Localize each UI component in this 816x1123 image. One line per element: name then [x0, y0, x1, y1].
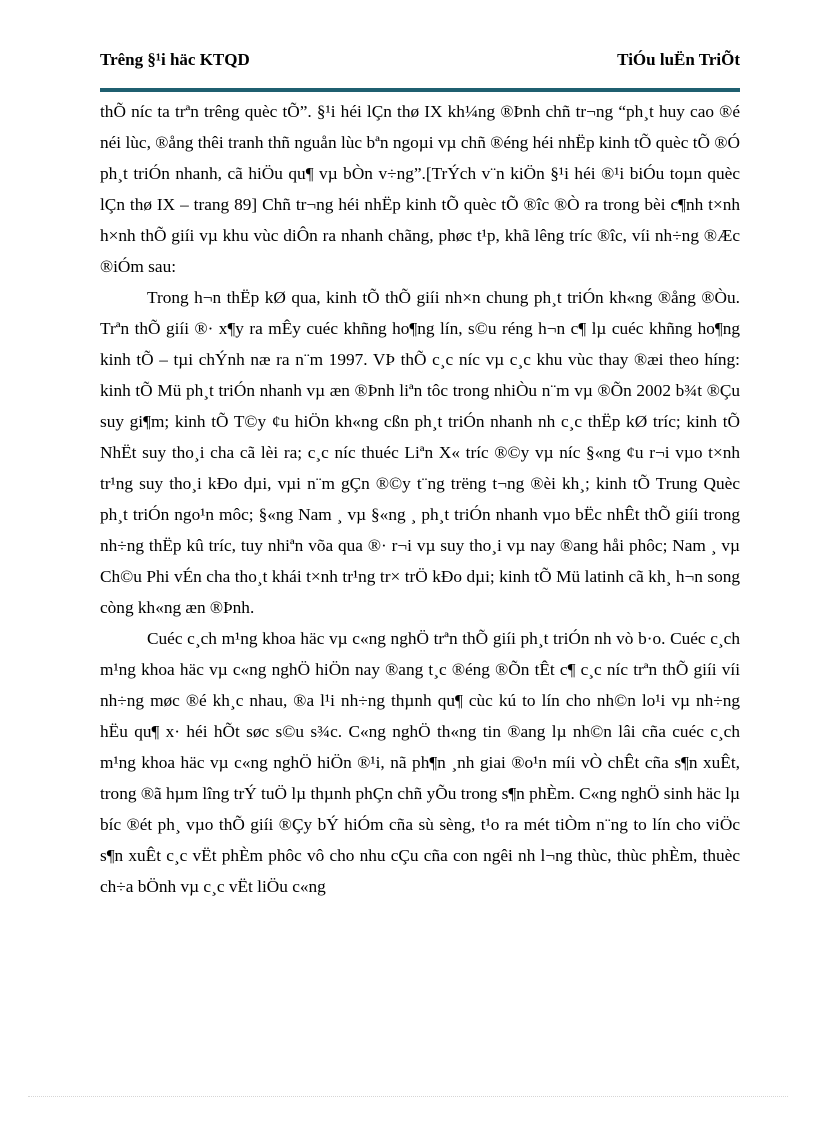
header-doc-type: TiÓu luËn TriÕt [617, 50, 740, 69]
document-body [100, 96, 740, 902]
paragraph-1: thÕ níc ta trªn trêng quèc tÕ”. §¹i héi lÇn thø IX kh¼ng ®Þnh chñ tr¬ng “ph¸t huy cao ®é néi lùc, ®ång thêi tranh thñ nguån lùc bªn ngoµi vµ chñ ®éng héi nhËp kinh tÕ quèc tÕ ®Ó ph¸t triÓn nhanh, cã hiÖu qu¶ vµ bÒn v÷ng”.[TrÝch v¨n kiÖn §¹i héi ®¹i biÓu toµn quèc lÇn thø IX – trang 89] Chñ tr¬ng héi nhËp kinh tÕ quèc tÕ ®îc ®Ò ra trong bèi c¶nh t×nh h×nh thÕ giíi vµ khu vùc diÔn ra nhanh chãng, phøc t¹p, khã lêng tríc ®îc, víi nh÷ng ®Æc ®iÓm sau: [100, 102, 740, 276]
header-divider [100, 88, 740, 92]
page-header [100, 50, 740, 80]
paragraph-2: Trong h¬n thËp kØ qua, kinh tÕ thÕ giíi nh×n chung ph¸t triÓn kh«ng ®ång ®Òu. Trªn thÕ giíi ®· x¶y ra mÊy cuéc khñng ho¶ng lín, s©u réng h¬n c¶ lµ cuéc khñng ho¶ng kinh tÕ – tµi chÝnh næ ra n¨m 1997. VÞ thÕ c¸c níc vµ c¸c khu vùc thay ®æi theo híng: kinh tÕ Mü ph¸t triÓn nhanh vµ æn ®Þnh liªn tôc trong nhiÒu n¨m vµ ®Õn 2002 b¾t ®Çu suy gi¶m; kinh tÕ T©y ¢u hiÖn kh«ng cßn ph¸t triÓn nhanh nh c¸c thËp kØ tríc; kinh tÕ NhËt suy tho¸i cha cã lèi ra; c¸c níc thuéc Liªn X« tríc ®©y vµ níc §«ng ¢u r¬i vµo t×nh tr¹ng suy tho¸i kÐo dµi, vµi n¨m gÇn ®©y t¨ng trëng t¬ng ®èi kh¸; kinh tÕ Trung Quèc ph¸t triÓn ngo¹n môc; §«ng Nam ¸ vµ §«ng ¸ ph¸t triÓn nhanh vµo bËc nhÊt thÕ giíi trong nh÷ng thËp kû tríc, tuy nhiªn võa qua ®· r¬i vµ suy tho¸i vµ nay ®ang håi phôc; Nam ¸ vµ Ch©u Phi vÉn cha tho¸t khái t×nh tr¹ng tr× trÖ kÐo dµi; kinh tÕ Mü latinh cã kh¸ h¬n song còng kh«ng æn ®Þnh. [100, 288, 740, 617]
header-institution: Trêng §¹i häc KTQD [100, 50, 250, 69]
page-bottom-border [28, 1096, 788, 1097]
paragraph-3: Cuéc c¸ch m¹ng khoa häc vµ c«ng nghÖ trªn thÕ giíi ph¸t triÓn nh vò b·o. Cuéc c¸ch m¹ng khoa häc vµ c«ng nghÖ hiÖn nay ®ang t¸c ®éng ®Õn tÊt c¶ c¸c níc trªn thÕ giíi víi nh÷ng møc ®é kh¸c nhau, ®a l¹i nh÷ng thµnh qu¶ cùc kú to lín cho nh©n lo¹i vµ nh÷ng hËu qu¶ x· héi hÕt søc s©u s¾c. C«ng nghÖ th«ng tin ®ang lµ nh©n lâi cña cuéc c¸ch m¹ng khoa häc vµ c«ng nghÖ hiÖn ®¹i, nã ph¶n ¸nh giai ®o¹n míi vÒ chÊt cña s¶n xuÊt, trong ®ã hµm lîng trÝ tuÖ lµ thµnh phÇn chñ yÕu trong s¶n phÈm. C«ng nghÖ sinh häc lµ bíc ®ét ph¸ vµo thÕ giíi ®Çy bÝ hiÓm cña sù sèng, t¹o ra mét tiÒm n¨ng to lín cho viÖc s¶n xuÊt c¸c vËt phÈm phôc vô cho nhu cÇu cña con ngêi nh l¬ng thùc, thùc phÈm, thuèc ch÷a bÖnh vµ c¸c vËt liÖu c«ng [100, 629, 740, 896]
